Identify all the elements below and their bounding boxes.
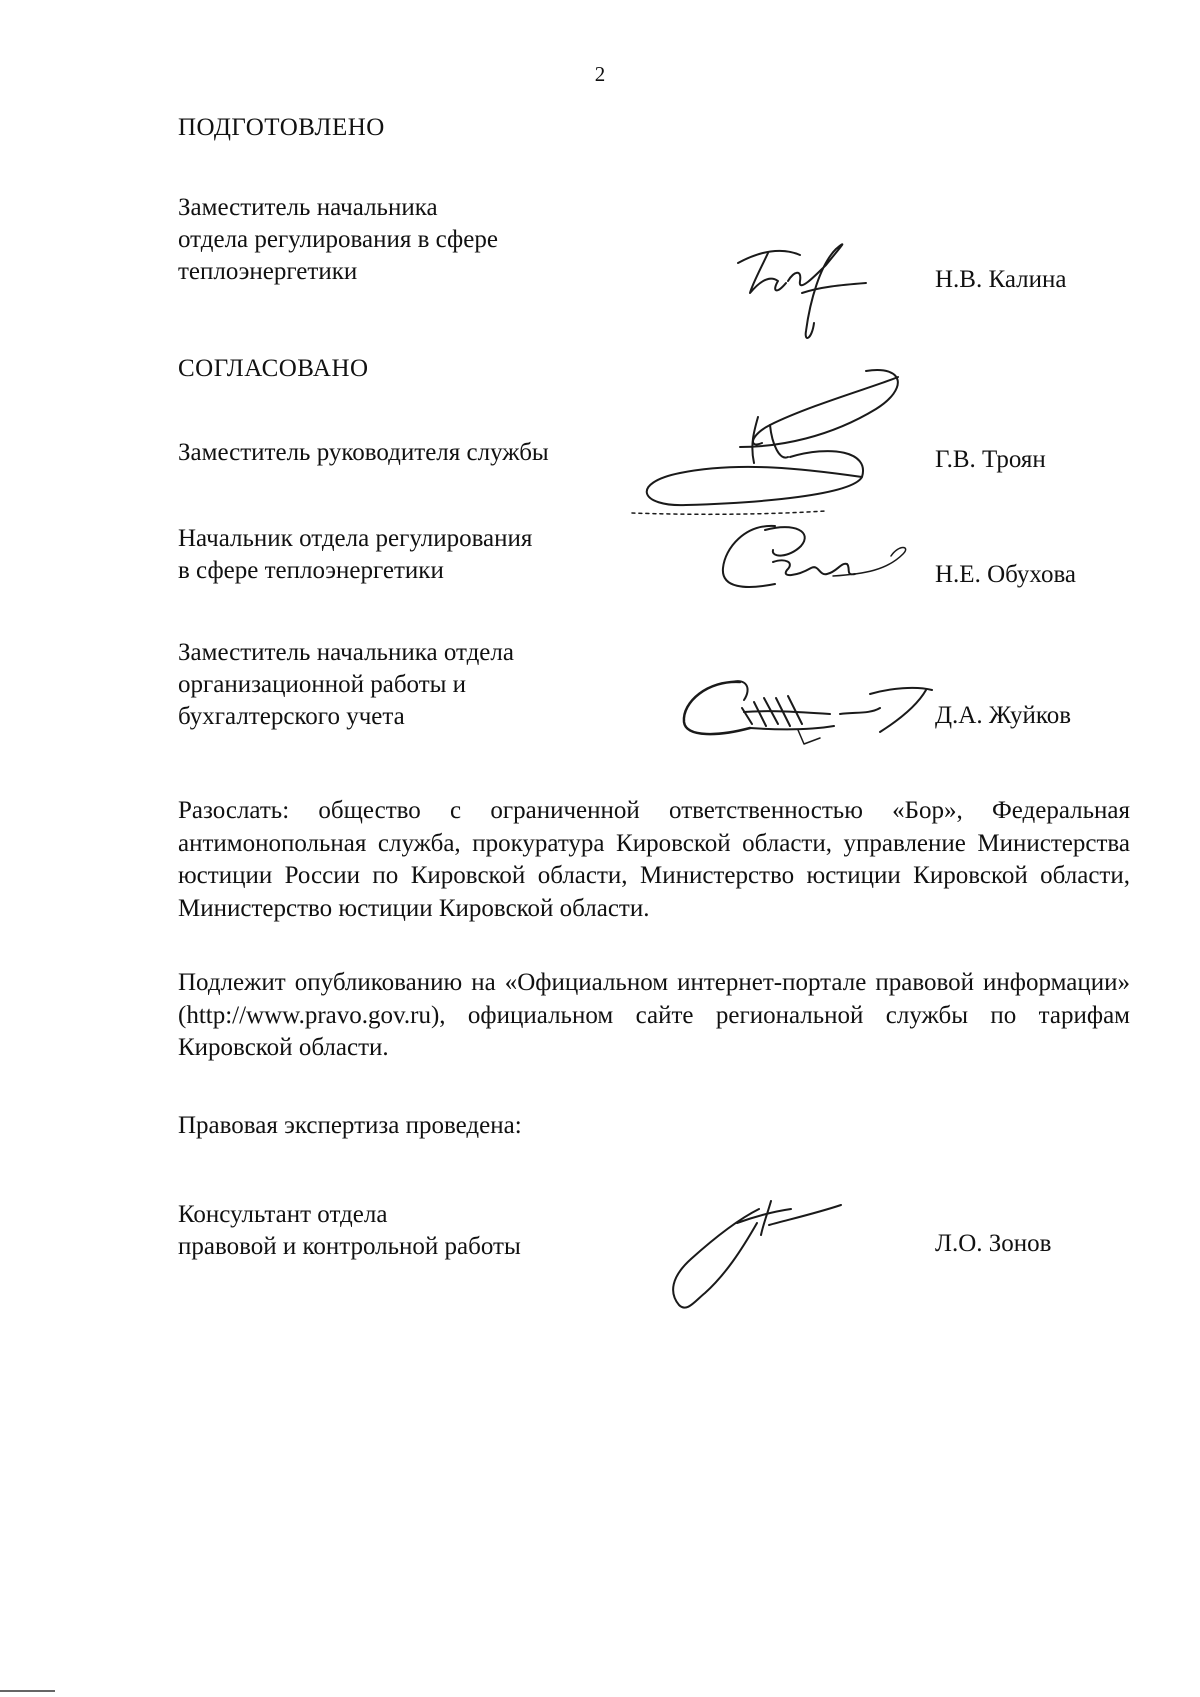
distribution-text: Разослать: общество с ограниченной ответственностью «Бор», Федеральная антимонопольная служба, прокуратура Кировской области, управление Министерства юстиции России по Кировской области, Министерство юстиции Кировской области, Министерство юстиции Кировской области. xyxy=(178,797,1130,922)
page-edge-mark xyxy=(0,1690,55,1692)
role-line: бухгалтерского учета xyxy=(178,703,405,730)
signature-troyan xyxy=(630,365,920,525)
approved-heading: СОГЛАСОВАНО xyxy=(178,355,369,382)
prepared-signer-name: Н.В. Калина xyxy=(935,266,1067,293)
approved-signer-3-role xyxy=(178,637,618,733)
role-line: Заместитель начальника отдела xyxy=(178,639,514,666)
approved-signer-1-role xyxy=(178,437,618,469)
signature-kalina xyxy=(730,235,880,345)
signature-zonov xyxy=(665,1195,865,1315)
legal-review-signer-role xyxy=(178,1199,618,1263)
approved-signer-1-name: Г.В. Троян xyxy=(935,446,1046,473)
prepared-heading: ПОДГОТОВЛЕНО xyxy=(178,114,385,141)
approved-signer-2-role xyxy=(178,523,618,587)
publication-text: Подлежит опубликованию на «Официальном интернет-портале правовой информации» (http://www.pravo.gov.ru), официальном сайте региональной службы по тарифам Кировской области. xyxy=(178,969,1130,1061)
role-line: Заместитель начальника xyxy=(178,194,438,221)
role-line: в сфере теплоэнергетики xyxy=(178,557,444,584)
page-number: 2 xyxy=(594,62,606,86)
signature-zhuykov xyxy=(680,668,940,758)
approved-signer-2-name: Н.Е. Обухова xyxy=(935,561,1077,588)
legal-review-signer-name: Л.О. Зонов xyxy=(935,1230,1052,1257)
distribution-paragraph xyxy=(178,795,1130,925)
prepared-signer-role xyxy=(178,192,618,288)
role-line: Заместитель руководителя службы xyxy=(178,439,549,466)
legal-review-heading: Правовая экспертиза проведена: xyxy=(178,1112,522,1139)
role-line: Начальник отдела регулирования xyxy=(178,525,533,552)
role-line: отдела регулирования в сфере xyxy=(178,226,498,253)
role-line: организационной работы и xyxy=(178,671,467,698)
approved-signer-3-name: Д.А. Жуйков xyxy=(935,702,1072,729)
publication-paragraph xyxy=(178,967,1130,1065)
signature-obukhova xyxy=(715,518,915,598)
role-line: правовой и контрольной работы xyxy=(178,1233,521,1260)
role-line: теплоэнергетики xyxy=(178,258,358,285)
role-line: Консультант отдела xyxy=(178,1201,388,1228)
